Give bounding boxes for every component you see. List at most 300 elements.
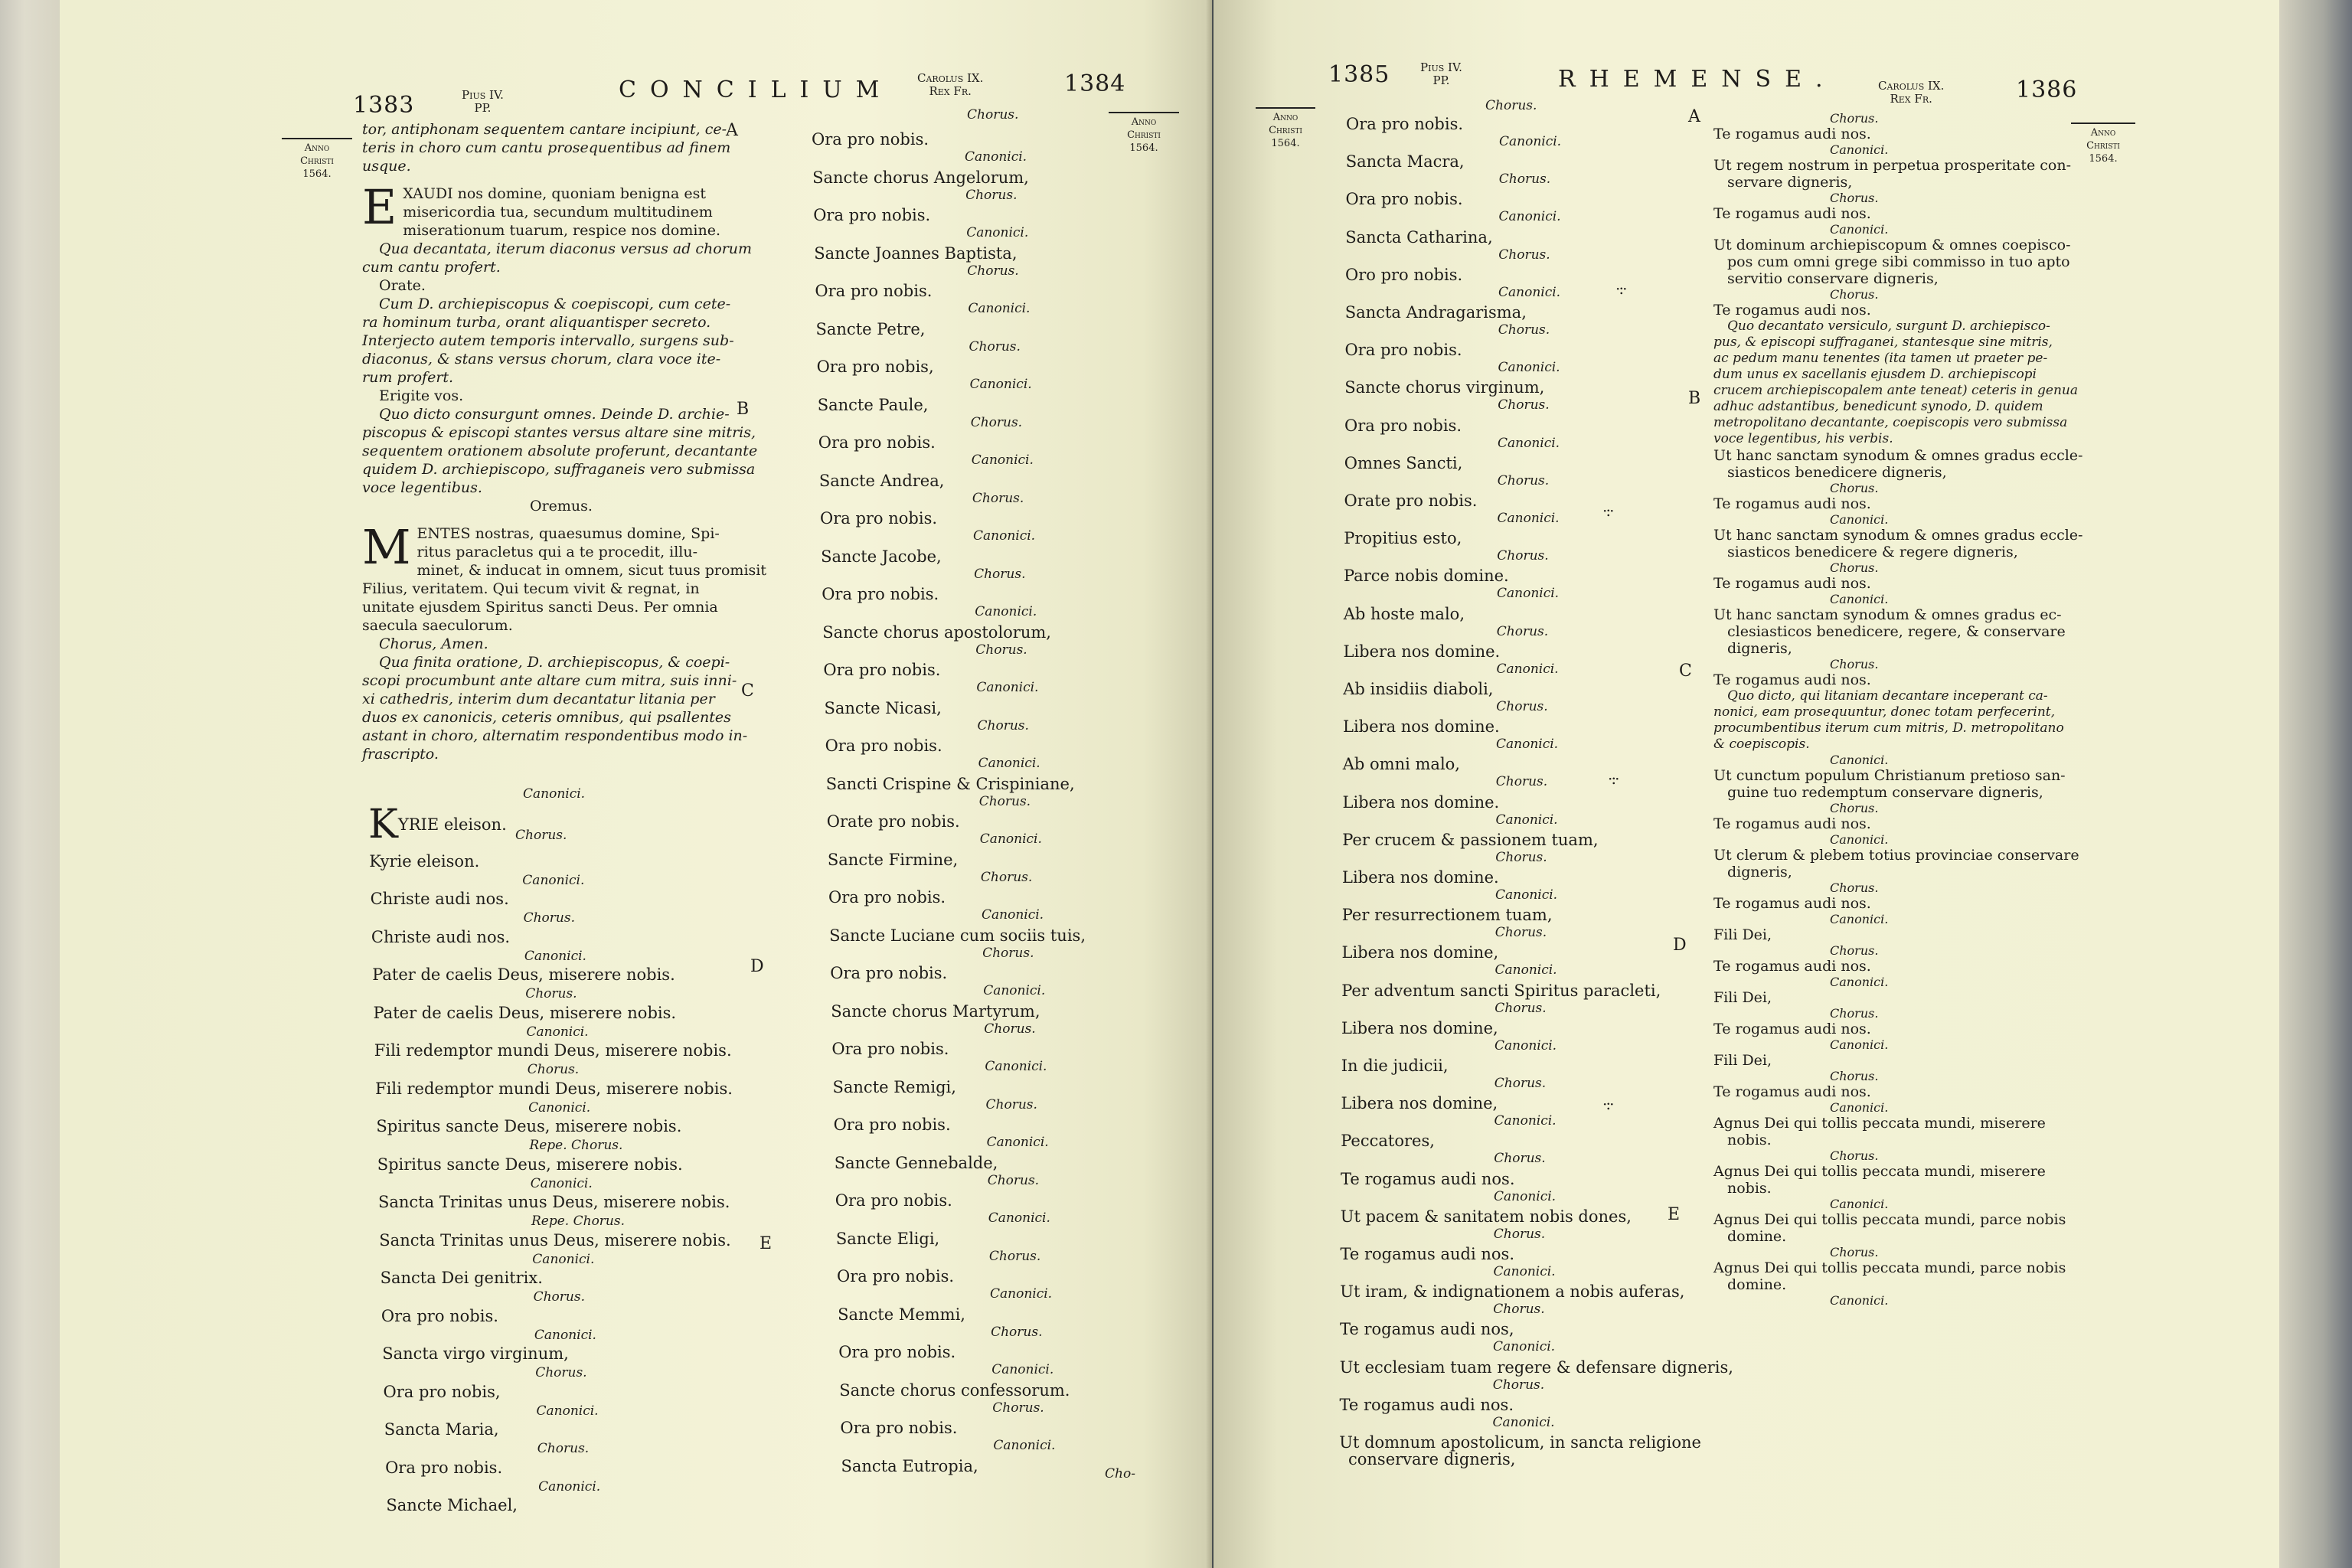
text-line: Fili Dei, [1713,1052,1772,1069]
litany-response: Canonici. [1830,912,1889,926]
litany-response: Canonici. [534,1327,596,1343]
litany-response: Canonici. [538,1478,601,1494]
litany-response: Chorus. [1830,657,1879,671]
king-header-right: Carolus IX. Rex Fr. [1878,79,1945,106]
litany-response: Canonici. [1495,812,1558,828]
litany-response: Chorus. [1496,623,1549,639]
litany-response: Canonici. [1494,1037,1557,1054]
text-line: unitate ejusdem Spiritus sancti Deus. Per omnia [362,599,718,616]
litany-response: Chorus. [985,1096,1037,1112]
litany-invocation: Ab insidiis diaboli, [1343,680,1494,698]
text-line: & coepiscopis. [1713,737,1810,752]
litany-invocation: Ora pro nobis. [833,1116,951,1134]
litany-response: Canonici. [1830,832,1889,847]
litany-response: Chorus. [1830,1069,1879,1083]
litany-invocation: Ora pro nobis. [840,1419,958,1437]
text-line: digneris, [1727,864,1792,880]
litany-response: Chorus. [969,338,1021,354]
litany-invocation: Ora pro nobis. [828,888,946,906]
litany-response: Chorus. [1498,172,1551,188]
litany-response: Repe. Chorus. [531,1214,626,1229]
litany-invocation [368,802,507,848]
litany-response: Canonici. [1493,1339,1556,1355]
litany-response: Chorus. [1830,801,1879,815]
litany-invocation: Peccatores, [1341,1132,1435,1151]
litany-invocation: Libera nos domine. [1342,868,1499,887]
text-line: Chorus, Amen. [379,635,488,652]
pope-header: Pius IV. PP. [462,88,504,115]
litany-response: Chorus. [1498,247,1550,263]
litany-invocation: Libera nos domine, [1341,943,1499,962]
litany-response: Chorus. [1495,849,1547,865]
text-line: Te rogamus audi nos. [1713,895,1871,912]
litany-response: Canonici. [988,1210,1050,1226]
right-page-column-2 [1700,111,2083,1308]
litany-response: Canonici. [985,1059,1047,1074]
litany-invocation: Ora pro nobis, [816,358,934,376]
book-fore-edge-right [2279,0,2352,1568]
litany-invocation: Sancte Gennebalde, [834,1153,998,1172]
text-line: Te rogamus audi nos. [1713,815,1871,832]
litany-invocation: Ut iram, & indignationem a nobis auferas, [1340,1282,1685,1302]
text-line: nobis. [1727,1180,1772,1197]
text-line: cum cantu profert. [362,259,501,276]
litany-invocation: Te rogamus audi nos. [1339,1395,1514,1414]
text-line: scopi procumbunt ante altare cum mitra, suis inni- [362,672,737,689]
text-line: nonici, eam prosequuntur, donec totam perfecerint, [1713,704,2056,720]
litany-response: Chorus. [527,1062,580,1077]
margin-letter: B [1688,389,1701,408]
litany-response: Canonici. [1498,284,1561,300]
text-line: digneris, [1727,640,1792,657]
litany-invocation: Sancte Jacobe, [821,547,942,566]
litany-invocation: Sancte Andrea, [818,471,945,490]
litany-response: Chorus. [535,1365,587,1380]
litany-invocation: Sancta Eutropia, [841,1456,978,1475]
litany-response: Chorus. [988,1248,1041,1264]
running-head-title-right: RHEMENSE. [1558,66,1837,93]
litany-invocation: Ora pro nobis. [1346,115,1464,133]
litany-invocation: Ora pro nobis, [383,1382,501,1401]
text-line: metropolitano decantante, coepiscopis vero submissa [1713,415,2068,430]
litany-response: Chorus. [967,263,1019,279]
litany-response: Chorus. [525,986,577,1001]
litany-invocation: Te rogamus audi nos. [1340,1245,1515,1263]
litany-invocation: Ora pro nobis. [820,509,938,528]
text-line: Quo dicto consurgunt omnes. Deinde D. archie- [379,406,730,423]
litany-invocation: Pater de caelis Deus, miserere nobis. [373,1003,677,1022]
litany-invocation: Ab hoste malo, [1343,604,1465,623]
litany-response: Canonici. [530,1175,593,1191]
text-line: Te rogamus audi nos. [1713,575,1871,592]
litany-invocation: Propitius esto, [1344,529,1462,548]
litany-response: Chorus. [984,1021,1036,1037]
litany-response: Chorus. [1497,472,1550,488]
litany-invocation: Sancte Joannes Baptista, [814,243,1018,263]
text-line: Ut cunctum populum Christianum pretioso san- [1713,767,2066,784]
text-line: Te rogamus audi nos. [1713,1083,1871,1100]
litany-response: Canonici. [976,680,1039,695]
litany-invocation: Ora pro nobis. [385,1458,503,1477]
litany-invocation: Sancte Michael, [386,1496,518,1514]
text-line: siasticos benedicere digneris, [1727,464,1947,481]
litany-response: Canonici. [965,149,1027,165]
margin-letter: E [1668,1205,1681,1224]
litany-response: Canonici. [1830,975,1889,989]
litany-invocation: Sancte Nicasi, [824,698,942,717]
text-line: tor, antiphonam sequentem cantare incipiunt, ce- [362,121,727,138]
text-line: Qua finita oratione, D. archiepiscopus, & coepi- [379,654,730,671]
text-line: piscopus & episcopi stantes versus altare sine mitris, [362,424,756,441]
litany-response: Canonici. [1498,435,1560,451]
litany-response: Canonici. [1496,737,1559,753]
litany-response: Chorus. [1830,481,1879,495]
litany-invocation: Sancte Eligi, [835,1229,940,1248]
litany-invocation: Spiritus sancte Deus, miserere nobis. [377,1155,683,1174]
litany-invocation: In die judicii, [1341,1057,1449,1075]
litany-response: Canonici. [1830,1197,1889,1211]
text-line: Fili Dei, [1713,989,1772,1006]
litany-response: Canonici. [1495,887,1558,903]
litany-invocation: Sancta Catharina, [1345,227,1493,247]
left-page-column-2 [749,107,1086,1485]
text-line: saecula saeculorum. [362,617,513,634]
litany-invocation: Ut domnum apostolicum, in sancta religione [1339,1433,1701,1452]
anno-christi-margin-left: Anno Christi 1564. [282,138,352,181]
page-number-1385: 1385 [1328,61,1390,88]
text-line: crucem archiepiscopalem ante teneat) ceteris in genua [1713,383,2078,398]
text-line: Qua decantata, iterum diaconus versus ad chorum [379,240,753,257]
text-line: Interjecto autem temporis intervallo, surgens sub- [362,332,734,349]
litany-invocation: Sancta Dei genitrix. [380,1269,543,1287]
litany-response: Canonici. [523,786,586,802]
litany-response: Canonici. [532,1251,595,1267]
left-page-column-1 [362,121,766,764]
book-fore-edge-left [0,0,61,1568]
text-line: diaconus, & stans versus chorum, clara voce ite- [362,351,721,368]
litany-invocation: Ora pro nobis. [831,1040,949,1058]
litany-invocation: Sancta Andragarisma, [1344,303,1527,322]
text-line: pos cum omni grege sibi commisso in tuo apto [1727,253,2070,270]
litany-response: Repe. Chorus. [529,1138,623,1153]
litany-invocation: Sancte Luciane cum sociis tuis, [829,926,1086,945]
litany-invocation: Sancta virgo virginum, [382,1344,569,1363]
litany-invocation: Sancte Remigi, [832,1077,956,1096]
litany-response: Chorus. [1830,1006,1879,1021]
litany-invocation: Ora pro nobis. [381,1306,498,1325]
text-line: procumbentibus iterum cum mitris, D. metropolitano [1713,720,2064,736]
ornament-dots: ·:· [1602,1095,1613,1113]
text-line: ritus paracletus qui a te procedit, illu- [416,544,698,560]
left-page [60,0,1212,1568]
anno-christi-margin-right: Anno Christi 1564. [1109,112,1179,155]
litany-invocation: Ora pro nobis. [1344,416,1462,435]
text-line: Te rogamus audi nos. [1713,302,1871,318]
page-number-1386: 1386 [2016,77,2078,103]
litany-invocation: conservare digneris, [1348,1450,1516,1468]
litany-invocation: Sancte chorus confessorum. [839,1380,1070,1400]
text-line: Agnus Dei qui tollis peccata mundi, parce nobis [1713,1259,2066,1276]
anno-christi-margin-far-right: Anno Christi 1564. [2071,122,2135,165]
left-page-column-1-litany [362,786,776,1527]
litany-response: Chorus. [972,490,1024,506]
text-line: Ut dominum archiepiscopum & omnes coepisco- [1713,237,2071,253]
litany-response: Chorus. [978,793,1031,809]
litany-response: Chorus. [1494,1151,1546,1167]
litany-response: Canonici. [1830,512,1889,527]
drop-cap: E [362,179,397,235]
litany-response: Chorus. [1493,1226,1546,1242]
text-line: Filius, veritatem. Qui tecum vivit & regnat, in [362,580,700,597]
litany-response: Canonici. [528,1099,591,1116]
litany-response: Canonici. [973,528,1036,544]
litany-response: Chorus. [970,414,1023,430]
text-line: nobis. [1727,1132,1772,1148]
pope-header-right: Pius IV. PP. [1420,60,1462,87]
litany-invocation: Ora pro nobis. [813,206,931,224]
page-number-1383: 1383 [353,92,415,119]
litany-invocation: Te rogamus audi nos, [1340,1320,1514,1339]
text-line: Ut regem nostrum in perpetua prosperitate con- [1713,157,2072,174]
litany-response: Chorus. [1830,191,1879,205]
text-line-rest: ENTES nostras, quaesumus domine, Spi- [416,525,720,542]
text-line: domine. [1727,1276,1787,1293]
litany-response: Chorus. [1494,1076,1547,1091]
litany-response: Canonici. [1830,1293,1889,1308]
litany-invocation-rest: YRIE eleison. [397,815,507,834]
litany-invocation: Fili redemptor mundi Deus, miserere nobis. [375,1079,733,1098]
litany-response: Chorus. [991,1324,1043,1340]
litany-response: Chorus. [537,1441,590,1456]
litany-response: Canonici. [1830,592,1889,606]
litany-invocation: Sancte Memmi, [838,1305,965,1324]
litany-response: Chorus. [974,566,1026,582]
ornament-dots: ·:· [1615,279,1626,298]
litany-invocation: Ut ecclesiam tuam regere & defensare digneris, [1339,1357,1733,1377]
text-line: usque. [362,158,411,175]
text-line: Quo decantato versiculo, surgunt D. archiepisco- [1727,318,2050,334]
litany-invocation: Sancti Crispine & Crispiniane, [825,774,1075,793]
text-line: Quo dicto, qui litaniam decantare inceperant ca- [1727,688,2048,704]
margin-letter: D [750,957,764,976]
litany-response: Canonici. [1499,134,1562,149]
text-line: siasticos benedicere & regere digneris, [1727,544,2018,560]
litany-invocation: Sancte chorus virginum, [1344,378,1545,397]
litany-response: Canonici. [1498,360,1560,376]
litany-response: Canonici. [1830,753,1889,767]
ornament-dots: ·:· [1608,769,1619,788]
litany-response: Canonici. [1497,586,1560,602]
text-line: Agnus Dei qui tollis peccata mundi, miserere [1713,1163,2046,1180]
text-line: Orate. [379,277,426,294]
litany-invocation: Ab omni malo, [1342,755,1460,774]
litany-response: Canonici. [1496,661,1559,677]
text-line: Cum D. archiepiscopus & coepiscopi, cum cete- [379,296,731,312]
margin-letter: B [737,400,750,419]
text-line: minet, & inducat in omnem, sicut tuus promisit [416,562,766,579]
drop-cap: M [362,519,411,575]
text-line: servare digneris, [1727,174,1853,191]
litany-response: Chorus. [515,828,567,843]
text-line: Fili Dei, [1713,926,1772,943]
litany-response: Chorus. [1498,322,1550,338]
litany-response: Canonici. [1830,1100,1889,1115]
text-line: servitio conservare digneris, [1727,270,1939,287]
litany-invocation: Orate pro nobis. [826,812,960,831]
page-number-1384: 1384 [1064,70,1126,97]
litany-invocation: Per adventum sancti Spiritus paracleti, [1341,981,1661,1000]
litany-invocation: Ut pacem & sanitatem nobis dones, [1340,1207,1632,1226]
litany-response: Chorus. [975,642,1027,658]
catchword: Cho- [1105,1466,1135,1481]
litany-response: Canonici. [526,1024,589,1040]
text-line: quidem D. archiepiscopo, suffraganeis vero submissa [362,461,756,478]
litany-invocation: Omnes Sancti, [1344,453,1463,472]
litany-invocation: Sancta Trinitas unus Deus, miserere nobis. [378,1193,730,1211]
litany-response: Chorus. [523,910,575,926]
litany-response: Canonici. [524,948,586,964]
litany-response: Canonici. [1830,1037,1889,1052]
text-line-rest: XAUDI nos domine, quoniam benigna est [403,185,706,202]
litany-response: Canonici. [969,377,1032,392]
litany-invocation: Christe audi nos. [370,890,509,908]
litany-invocation: Per resurrectionem tuam, [1341,906,1553,925]
litany-response: Chorus. [1830,1148,1879,1163]
litany-invocation: Libera nos domine. [1343,642,1501,661]
running-head-title: CONCILIUM [619,77,893,103]
litany-invocation: Sancta Trinitas unus Deus, miserere nobis. [379,1230,731,1250]
litany-response: Chorus. [1485,98,1537,113]
litany-invocation: Libera nos domine. [1342,792,1500,812]
litany-response: Chorus. [980,869,1033,885]
litany-invocation: Ora pro nobis. [812,130,929,149]
litany-invocation: Fili redemptor mundi Deus, miserere nobis. [374,1041,732,1060]
text-line: Te rogamus audi nos. [1713,205,1871,222]
text-line: voce legentibus, his verbis. [1713,431,1893,446]
text-line: frascripto. [362,746,439,763]
text-line: misericordia tua, secundum multitudinem [403,204,713,220]
litany-invocation: Sancte Paule, [817,395,929,414]
text-line: Te rogamus audi nos. [1713,126,1871,142]
litany-response: Canonici. [1494,962,1557,978]
text-line: domine. [1727,1228,1787,1245]
litany-response: Chorus. [1498,397,1550,413]
litany-invocation: Spiritus sancte Deus, miserere nobis. [376,1117,682,1135]
litany-response: Canonici. [1830,222,1889,237]
text-line: Ut hanc sanctam synodum & omnes gradus ec- [1713,606,2062,623]
text-line: rum profert. [362,369,454,386]
right-page-column-1 [1321,98,1734,1476]
litany-response: Chorus. [987,1172,1040,1188]
text-line: miserationum tuarum, respice nos domine. [403,222,720,239]
litany-invocation: Per crucem & passionem tuam, [1342,830,1599,849]
litany-response: Canonici. [1498,209,1561,225]
litany-response: Canonici. [971,452,1034,468]
litany-invocation: Te rogamus audi nos. [1341,1169,1515,1188]
litany-invocation: Ora pro nobis. [815,282,933,300]
litany-response: Chorus. [1830,943,1879,958]
litany-response: Canonici. [993,1438,1056,1453]
litany-response: Chorus. [982,945,1034,961]
litany-response: Canonici. [990,1286,1053,1302]
litany-invocation: Oro pro nobis. [1345,265,1463,284]
litany-invocation: Christe audi nos. [371,927,511,946]
text-line: Erigite vos. [379,387,464,404]
litany-invocation: Ora pro nobis. [818,433,936,452]
right-page [1214,0,2279,1568]
litany-response: Chorus. [1492,1377,1545,1393]
king-header: Carolus IX. Rex Fr. [917,71,984,98]
text-line: Te rogamus audi nos. [1713,958,1871,975]
text-line: Te rogamus audi nos. [1713,1021,1871,1037]
litany-invocation: Sancte Petre, [815,319,926,338]
margin-letter: C [1679,662,1692,681]
litany-response: Chorus. [1830,560,1879,575]
litany-response: Chorus. [992,1400,1044,1416]
text-line: Ut hanc sanctam synodum & omnes gradus eccle- [1713,447,2083,464]
anno-christi-margin-right-page: Anno Christi 1564. [1256,107,1315,150]
litany-response: Canonici. [1492,1414,1555,1430]
litany-response: Canonici. [978,756,1040,771]
text-line: voce legentibus. [362,479,482,496]
litany-response: Chorus. [1830,111,1879,126]
text-line: pus, & episcopi suffraganei, stantesque sine mitris, [1713,335,2053,350]
litany-invocation: Sancta Maria, [384,1420,499,1439]
litany-invocation: Libera nos domine. [1343,717,1500,737]
litany-response: Canonici. [975,604,1037,619]
litany-invocation: Ora pro nobis. [1345,190,1463,209]
text-line: Te rogamus audi nos. [1713,495,1871,512]
litany-response: Chorus. [967,107,1019,122]
litany-response: Canonici. [979,831,1042,847]
text-line: Ut hanc sanctam synodum & omnes gradus eccle- [1713,527,2083,544]
litany-response: Canonici. [986,1135,1049,1150]
margin-letter: E [760,1234,773,1253]
litany-invocation: Pater de caelis Deus, miserere nobis. [372,965,675,984]
litany-response: Chorus. [1495,774,1548,790]
litany-response: Chorus. [1493,1302,1545,1318]
litany-response: Canonici. [966,225,1029,240]
litany-invocation: Sancte Firmine, [827,850,959,869]
text-line: astant in choro, alternatim respondentibus modo in- [362,727,748,744]
text-line: sequentem orationem absolute proferunt, decantante [362,443,758,459]
text-line: ra hominum turba, orant aliquantisper secreto. [362,314,711,331]
litany-invocation: Kyrie eleison. [369,851,480,871]
litany-response: Canonici. [1494,1113,1557,1129]
litany-invocation: Sancta Macra, [1345,152,1465,172]
litany-response: Canonici. [536,1403,599,1419]
text-line: guine tuo redemptum conservare digneris, [1727,784,2043,801]
litany-invocation: Ora pro nobis. [825,737,942,755]
text-line: teris in choro cum cantu prosequentibus ad finem [362,139,731,156]
litany-invocation: Libera nos domine, [1341,1018,1498,1037]
text-line: duos ex canonicis, ceteris omnibus, qui psallentes [362,709,731,726]
text-line: Agnus Dei qui tollis peccata mundi, parce nobis [1713,1211,2066,1228]
margin-letter: A [726,121,738,140]
litany-response: Chorus. [1830,1245,1879,1259]
litany-response: Chorus. [1494,925,1547,941]
litany-invocation: Ora pro nobis. [1344,341,1462,360]
litany-response: Chorus. [1830,287,1879,302]
margin-letter: D [1673,936,1687,955]
litany-invocation: Ora pro nobis. [837,1267,955,1285]
litany-invocation: Parce nobis domine. [1344,567,1509,586]
litany-invocation: Ora pro nobis. [830,964,948,982]
litany-response: Canonici. [522,872,585,888]
litany-response: Canonici. [982,907,1044,923]
text-line: Agnus Dei qui tollis peccata mundi, miserere [1713,1115,2046,1132]
litany-invocation: Ora pro nobis. [835,1191,952,1210]
